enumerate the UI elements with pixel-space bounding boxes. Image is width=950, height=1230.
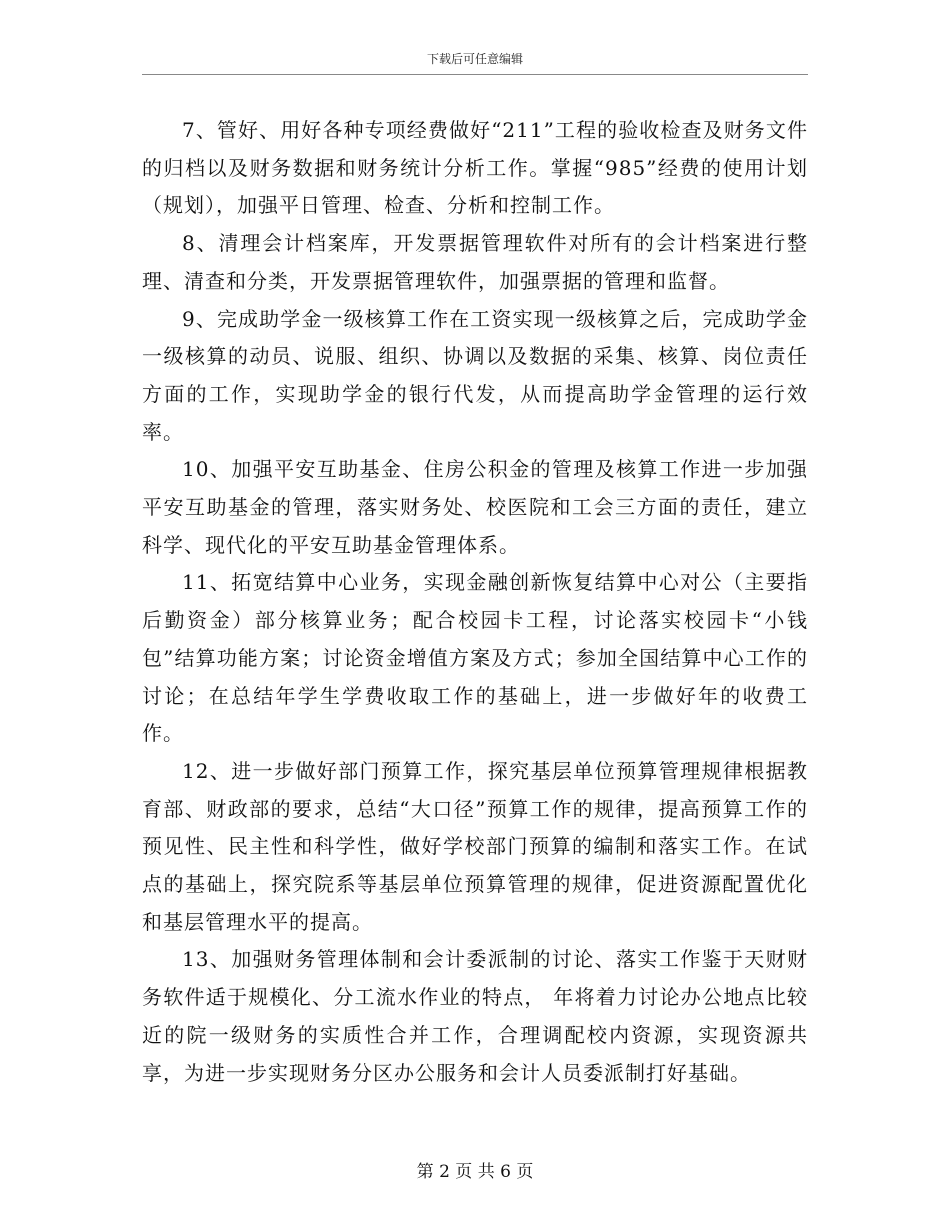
paragraph-item-11: 11、拓宽结算中心业务，实现金融创新恢复结算中心对公（主要指后勤资金）部分核算业务；配合校园卡工程，讨论落实校园卡“小钱包”结算功能方案；讨论资金增值方案及方式；参加全国结算中心工作的讨论；在总结年学生学费收取工作的基础上，进一步做好年的收费工作。	[142, 570, 808, 746]
document-body	[142, 112, 808, 1092]
page-header: 下载后可任意编辑	[426, 52, 523, 66]
paragraph-item-8: 8、清理会计档案库，开发票据管理软件对所有的会计档案进行整理、清查和分类，开发票据管理软件，加强票据的管理和监督。	[142, 231, 808, 293]
header-divider	[142, 74, 808, 75]
paragraph-item-9: 9、完成助学金一级核算工作在工资实现一级核算之后，完成助学金一级核算的动员、说服、组织、协调以及数据的采集、核算、岗位责任方面的工作，实现助学金的银行代发，从而提高助学金管理的运行效率。	[142, 306, 808, 444]
page-number-footer: 第 2 页 共 6 页	[416, 1162, 534, 1182]
paragraph-item-7: 7、管好、用好各种专项经费做好“211”工程的验收检查及财务文件的归档以及财务数据和财务统计分析工作。掌握“985”经费的使用计划（规划），加强平日管理、检查、分析和控制工作。	[142, 118, 808, 218]
paragraph-item-12: 12、进一步做好部门预算工作，探究基层单位预算管理规律根据教育部、财政部的要求，总结“大口径”预算工作的规律，提高预算工作的预见性、民主性和科学性，做好学校部门预算的编制和落实工作。在试点的基础上，探究院系等基层单位预算管理的规律，促进资源配置优化和基层管理水平的提高。	[142, 758, 808, 934]
paragraph-item-13: 13、加强财务管理体制和会计委派制的讨论、落实工作鉴于天财财务软件适于规模化、分工流水作业的特点， 年将着力讨论办公地点比较近的院一级财务的实质性合并工作，合理调配校内资源，实现资源共享，为进一步实现财务分区办公服务和会计人员委派制打好基础。	[142, 947, 808, 1085]
paragraph-item-10: 10、加强平安互助基金、住房公积金的管理及核算工作进一步加强平安互助基金的管理，落实财务处、校医院和工会三方面的责任，建立科学、现代化的平安互助基金管理体系。	[142, 457, 808, 557]
